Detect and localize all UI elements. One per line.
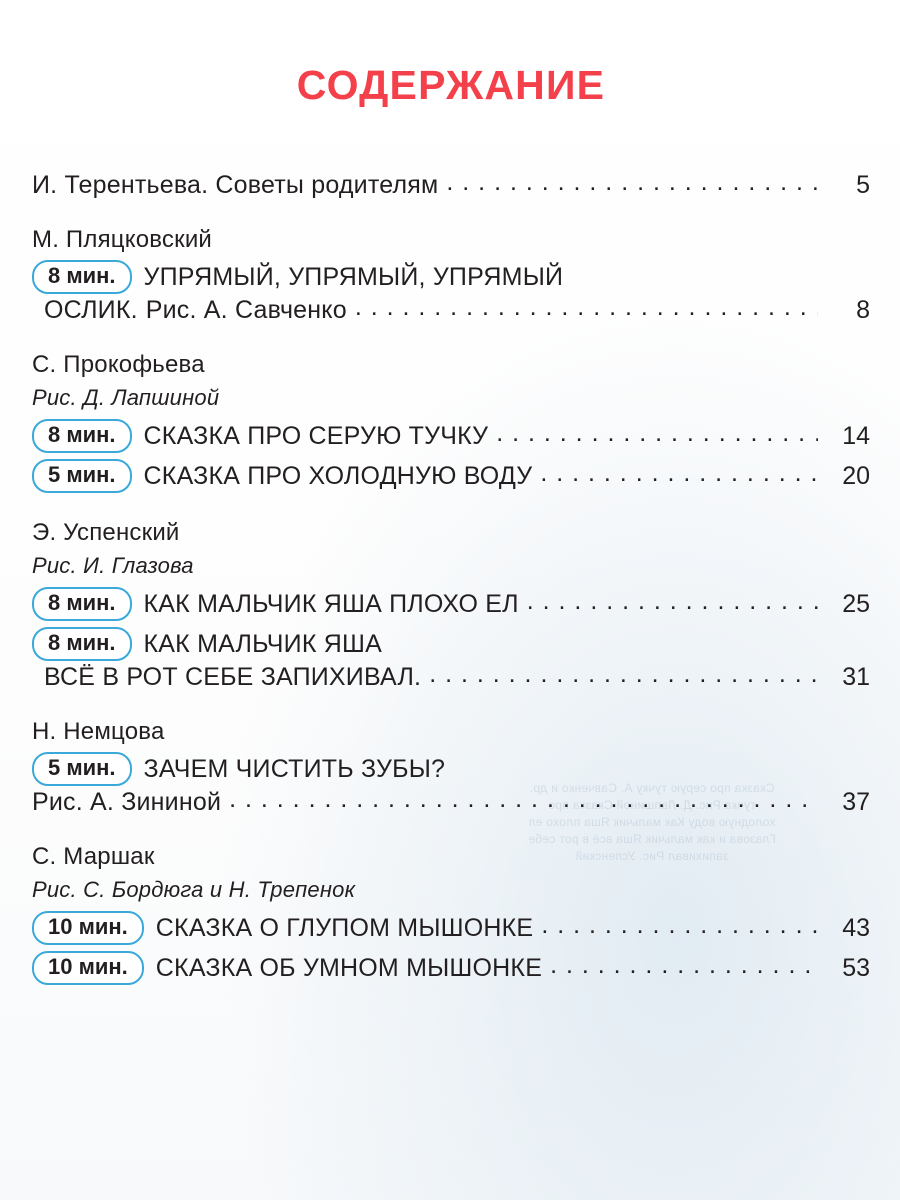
entry-title: СКАЗКА ОБ УМНОМ МЫШОНКЕ: [155, 953, 543, 982]
leader-dots: [355, 298, 818, 323]
leader-dots: [550, 956, 818, 981]
toc-entry[interactable]: [32, 459, 870, 493]
entry-title: И. Терентьева. Советы родителям: [32, 171, 439, 199]
leader-dots: [229, 790, 818, 815]
duration-badge: 8 мин.: [32, 627, 132, 661]
leader-dots: [429, 665, 818, 690]
entry-title: КАК МАЛЬЧИК ЯША ПЛОХО ЕЛ: [143, 589, 519, 618]
leader-dots: [541, 916, 818, 941]
toc-entry[interactable]: [32, 752, 870, 786]
toc-entry-continuation[interactable]: [32, 663, 870, 692]
toc-entry[interactable]: [32, 911, 870, 945]
group-illustrator: Рис. И. Глазова: [32, 553, 194, 578]
toc-entry[interactable]: [32, 951, 870, 985]
group-author: С. Прокофьева: [32, 351, 205, 378]
toc-group: [32, 718, 870, 817]
entry-page-number: 37: [842, 788, 870, 816]
entry-page-number: 8: [856, 296, 870, 324]
toc-group: [32, 171, 870, 200]
toc-entry[interactable]: [32, 419, 870, 453]
group-illustrator: Рис. Д. Лапшиной: [32, 385, 220, 410]
page-showthrough-text: Сказка про серую тучку А. Савченко и др. тучка Рис. Д. Лапшиной Сказка про холодную воду Как мальчик Яша плохо ел Глазова и как мальчик Яша всё в рот себе запихивал Рис. Успенский: [528, 781, 776, 863]
entry-title-continued: ОСЛИК.: [44, 296, 138, 324]
toc-entry-continuation[interactable]: [32, 296, 870, 325]
duration-badge: 5 мин.: [32, 752, 132, 786]
duration-badge: 10 мин.: [32, 951, 144, 985]
leader-dots: [540, 464, 818, 489]
toc-entry[interactable]: [32, 260, 870, 294]
toc-entry[interactable]: [32, 627, 870, 661]
entry-page-number: 14: [842, 421, 870, 450]
duration-badge: 5 мин.: [32, 459, 132, 493]
page-title: СОДЕРЖАНИЕ: [296, 62, 606, 108]
entry-page-number: 5: [856, 171, 870, 199]
toc-entry[interactable]: [32, 171, 870, 200]
entry-title: СКАЗКА ПРО СЕРУЮ ТУЧКУ: [143, 421, 489, 450]
entry-title: СКАЗКА О ГЛУПОМ МЫШОНКЕ: [155, 913, 534, 942]
toc-entry[interactable]: [32, 587, 870, 621]
leader-dots: [527, 592, 818, 617]
entry-title: КАК МАЛЬЧИК ЯША: [143, 629, 382, 658]
entry-page-number: 20: [842, 461, 870, 490]
duration-badge: 8 мин.: [32, 260, 132, 294]
group-illustrator: Рис. С. Бордюга и Н. Трепенок: [32, 877, 356, 902]
entry-illustrator: Рис. А. Савченко: [145, 296, 347, 324]
toc-group: [32, 226, 870, 325]
entry-title: СКАЗКА ПРО ХОЛОДНУЮ ВОДУ: [143, 461, 533, 490]
leader-dots: [496, 424, 818, 449]
group-author: Э. Успенский: [32, 519, 180, 546]
table-of-contents: [32, 171, 870, 985]
toc-group: [32, 351, 870, 493]
duration-badge: 10 мин.: [32, 911, 144, 945]
entry-page-number: 25: [842, 589, 870, 618]
toc-group: [32, 519, 870, 692]
group-author: М. Пляцковский: [32, 226, 213, 253]
group-illustrator: Рис. А. Зининой: [32, 788, 222, 816]
group-author: С. Маршак: [32, 843, 155, 870]
entry-title: УПРЯМЫЙ, УПРЯМЫЙ, УПРЯМЫЙ: [143, 262, 564, 291]
duration-badge: 8 мин.: [32, 419, 132, 453]
toc-entry-illustrator-line[interactable]: [32, 788, 870, 817]
entry-page-number: 43: [842, 913, 870, 942]
leader-dots: [446, 173, 818, 198]
entry-page-number: 31: [842, 663, 870, 691]
duration-badge: 8 мин.: [32, 587, 132, 621]
entry-title-continued: ВСЁ В РОТ СЕБЕ ЗАПИХИВАЛ.: [44, 663, 422, 691]
toc-group: [32, 843, 870, 985]
entry-title: ЗАЧЕМ ЧИСТИТЬ ЗУБЫ?: [143, 754, 446, 783]
leader-dots: [453, 757, 862, 782]
group-author: Н. Немцова: [32, 718, 165, 745]
leader-dots: [390, 632, 862, 657]
leader-dots: [571, 265, 862, 290]
entry-page-number: 53: [842, 953, 870, 982]
